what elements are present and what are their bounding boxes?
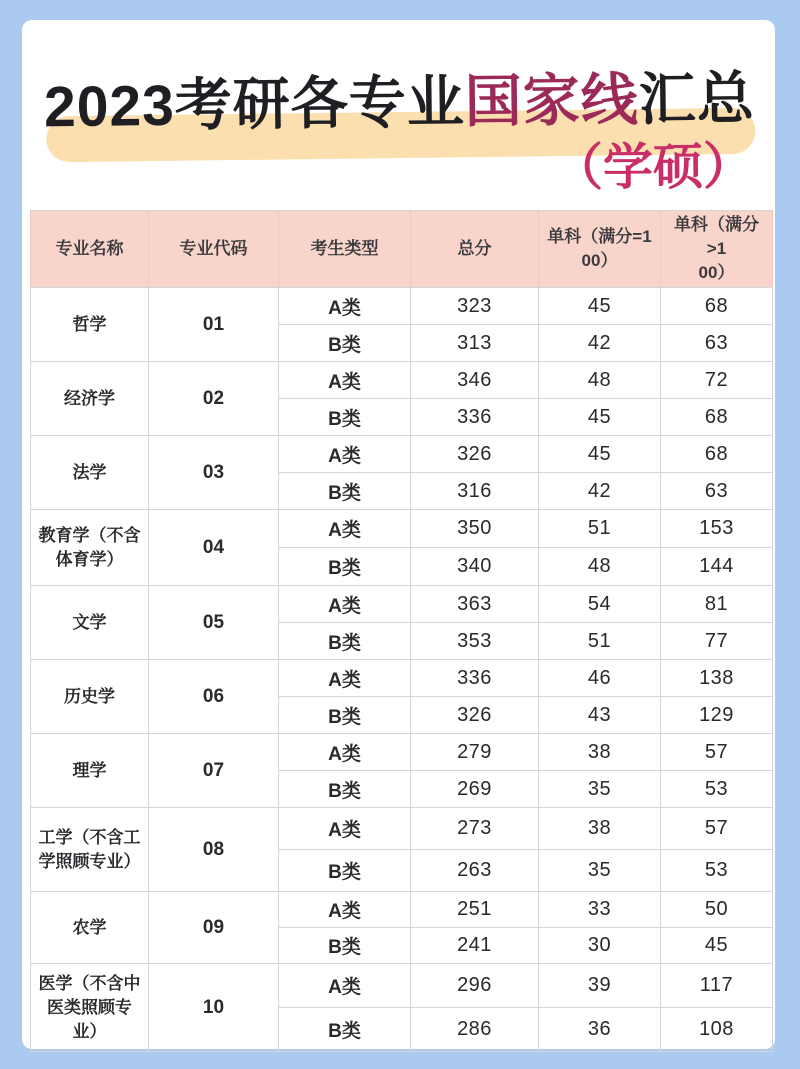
col-header-major-name: 专业名称 <box>31 211 149 288</box>
single-subject-100-cell: 30 <box>539 928 661 964</box>
candidate-type-cell: B类 <box>279 399 411 436</box>
total-score-cell: 286 <box>411 1008 539 1052</box>
single-subject-gt100-cell: 53 <box>661 850 773 892</box>
single-subject-gt100-cell: 117 <box>661 964 773 1008</box>
table-row <box>31 362 773 399</box>
single-subject-gt100-cell: 153 <box>661 510 773 548</box>
major-code-cell: 10 <box>149 964 279 1052</box>
single-subject-gt100-cell: 68 <box>661 399 773 436</box>
single-subject-gt100-cell: 53 <box>661 771 773 808</box>
total-score-cell: 316 <box>411 473 539 510</box>
single-subject-100-cell: 48 <box>539 362 661 399</box>
single-subject-100-cell: 46 <box>539 660 661 697</box>
table-row <box>31 586 773 623</box>
col-header-candidate-type: 考生类型 <box>279 211 411 288</box>
candidate-type-cell: A类 <box>279 660 411 697</box>
major-code-cell: 02 <box>149 362 279 436</box>
single-subject-gt100-cell: 77 <box>661 623 773 660</box>
major-group <box>31 436 773 510</box>
major-group <box>31 288 773 362</box>
total-score-cell: 363 <box>411 586 539 623</box>
single-subject-gt100-cell: 63 <box>661 325 773 362</box>
major-name-cell: 教育学（不含体育学） <box>31 510 149 586</box>
total-score-cell: 336 <box>411 660 539 697</box>
total-score-cell: 323 <box>411 288 539 325</box>
table-row <box>31 436 773 473</box>
major-group <box>31 660 773 734</box>
col-header-single-eq100: 单科（满分=1 00） <box>539 211 661 288</box>
single-subject-gt100-cell: 138 <box>661 660 773 697</box>
major-code-cell: 06 <box>149 660 279 734</box>
single-subject-100-cell: 35 <box>539 771 661 808</box>
major-name-cell: 农学 <box>31 892 149 964</box>
single-subject-100-cell: 42 <box>539 325 661 362</box>
major-name-cell: 医学（不含中医类照顾专业） <box>31 964 149 1052</box>
single-subject-100-cell: 51 <box>539 623 661 660</box>
major-group <box>31 510 773 586</box>
total-score-cell: 296 <box>411 964 539 1008</box>
candidate-type-cell: B类 <box>279 1008 411 1052</box>
major-group <box>31 964 773 1052</box>
total-score-cell: 273 <box>411 808 539 850</box>
candidate-type-cell: A类 <box>279 734 411 771</box>
candidate-type-cell: B类 <box>279 850 411 892</box>
score-table <box>30 210 773 1052</box>
single-subject-100-cell: 38 <box>539 808 661 850</box>
candidate-type-cell: B类 <box>279 548 411 586</box>
candidate-type-cell: B类 <box>279 928 411 964</box>
major-code-cell: 03 <box>149 436 279 510</box>
major-name-cell: 理学 <box>31 734 149 808</box>
candidate-type-cell: B类 <box>279 473 411 510</box>
single-subject-gt100-cell: 57 <box>661 808 773 850</box>
single-subject-gt100-cell: 63 <box>661 473 773 510</box>
total-score-cell: 340 <box>411 548 539 586</box>
single-subject-100-cell: 38 <box>539 734 661 771</box>
candidate-type-cell: A类 <box>279 892 411 928</box>
major-code-cell: 04 <box>149 510 279 586</box>
content-card <box>22 20 775 1049</box>
single-subject-gt100-cell: 68 <box>661 436 773 473</box>
single-subject-100-cell: 45 <box>539 288 661 325</box>
total-score-cell: 241 <box>411 928 539 964</box>
single-subject-gt100-cell: 81 <box>661 586 773 623</box>
major-name-cell: 哲学 <box>31 288 149 362</box>
single-subject-gt100-cell: 72 <box>661 362 773 399</box>
candidate-type-cell: A类 <box>279 586 411 623</box>
single-subject-100-cell: 48 <box>539 548 661 586</box>
total-score-cell: 326 <box>411 436 539 473</box>
major-group <box>31 586 773 660</box>
single-subject-100-cell: 36 <box>539 1008 661 1052</box>
total-score-cell: 269 <box>411 771 539 808</box>
title-suffix: 汇总 <box>638 66 756 133</box>
candidate-type-cell: B类 <box>279 771 411 808</box>
major-name-cell: 工学（不含工学照顾专业） <box>31 808 149 892</box>
major-name-cell: 文学 <box>31 586 149 660</box>
col-header-total-score: 总分 <box>411 211 539 288</box>
total-score-cell: 313 <box>411 325 539 362</box>
candidate-type-cell: A类 <box>279 436 411 473</box>
subtitle-xueshuo: （学硕） <box>552 138 754 196</box>
candidate-type-cell: A类 <box>279 510 411 548</box>
col-header-single-gt100: 单科（满分>1 00） <box>661 211 773 288</box>
major-code-cell: 01 <box>149 288 279 362</box>
single-subject-gt100-cell: 129 <box>661 697 773 734</box>
major-name-cell: 经济学 <box>31 362 149 436</box>
single-subject-100-cell: 35 <box>539 850 661 892</box>
major-name-cell: 法学 <box>31 436 149 510</box>
table-header <box>31 211 773 288</box>
candidate-type-cell: B类 <box>279 325 411 362</box>
candidate-type-cell: A类 <box>279 288 411 325</box>
total-score-cell: 350 <box>411 510 539 548</box>
table-row <box>31 892 773 928</box>
table-row <box>31 808 773 850</box>
single-subject-100-cell: 51 <box>539 510 661 548</box>
single-subject-gt100-cell: 57 <box>661 734 773 771</box>
col-header-major-code: 专业代码 <box>149 211 279 288</box>
title-accent: 国家线 <box>464 68 640 135</box>
title-prefix: 2023考研各专业 <box>43 70 466 140</box>
single-subject-gt100-cell: 45 <box>661 928 773 964</box>
total-score-cell: 353 <box>411 623 539 660</box>
total-score-cell: 346 <box>411 362 539 399</box>
candidate-type-cell: B类 <box>279 697 411 734</box>
single-subject-100-cell: 43 <box>539 697 661 734</box>
major-group <box>31 362 773 436</box>
table-row <box>31 510 773 548</box>
candidate-type-cell: A类 <box>279 964 411 1008</box>
single-subject-100-cell: 42 <box>539 473 661 510</box>
table-row <box>31 288 773 325</box>
major-code-cell: 07 <box>149 734 279 808</box>
total-score-cell: 251 <box>411 892 539 928</box>
candidate-type-cell: A类 <box>279 362 411 399</box>
major-group <box>31 892 773 964</box>
single-subject-gt100-cell: 50 <box>661 892 773 928</box>
total-score-cell: 326 <box>411 697 539 734</box>
single-subject-gt100-cell: 144 <box>661 548 773 586</box>
single-subject-100-cell: 54 <box>539 586 661 623</box>
major-code-cell: 09 <box>149 892 279 964</box>
single-subject-100-cell: 33 <box>539 892 661 928</box>
total-score-cell: 263 <box>411 850 539 892</box>
major-group <box>31 734 773 808</box>
total-score-cell: 279 <box>411 734 539 771</box>
major-name-cell: 历史学 <box>31 660 149 734</box>
header-row <box>31 211 773 288</box>
single-subject-gt100-cell: 68 <box>661 288 773 325</box>
single-subject-100-cell: 45 <box>539 399 661 436</box>
candidate-type-cell: A类 <box>279 808 411 850</box>
table-row <box>31 734 773 771</box>
table-row <box>31 964 773 1008</box>
major-group <box>31 808 773 892</box>
major-code-cell: 08 <box>149 808 279 892</box>
single-subject-gt100-cell: 108 <box>661 1008 773 1052</box>
major-code-cell: 05 <box>149 586 279 660</box>
candidate-type-cell: B类 <box>279 623 411 660</box>
table-row <box>31 660 773 697</box>
single-subject-100-cell: 39 <box>539 964 661 1008</box>
single-subject-100-cell: 45 <box>539 436 661 473</box>
total-score-cell: 336 <box>411 399 539 436</box>
